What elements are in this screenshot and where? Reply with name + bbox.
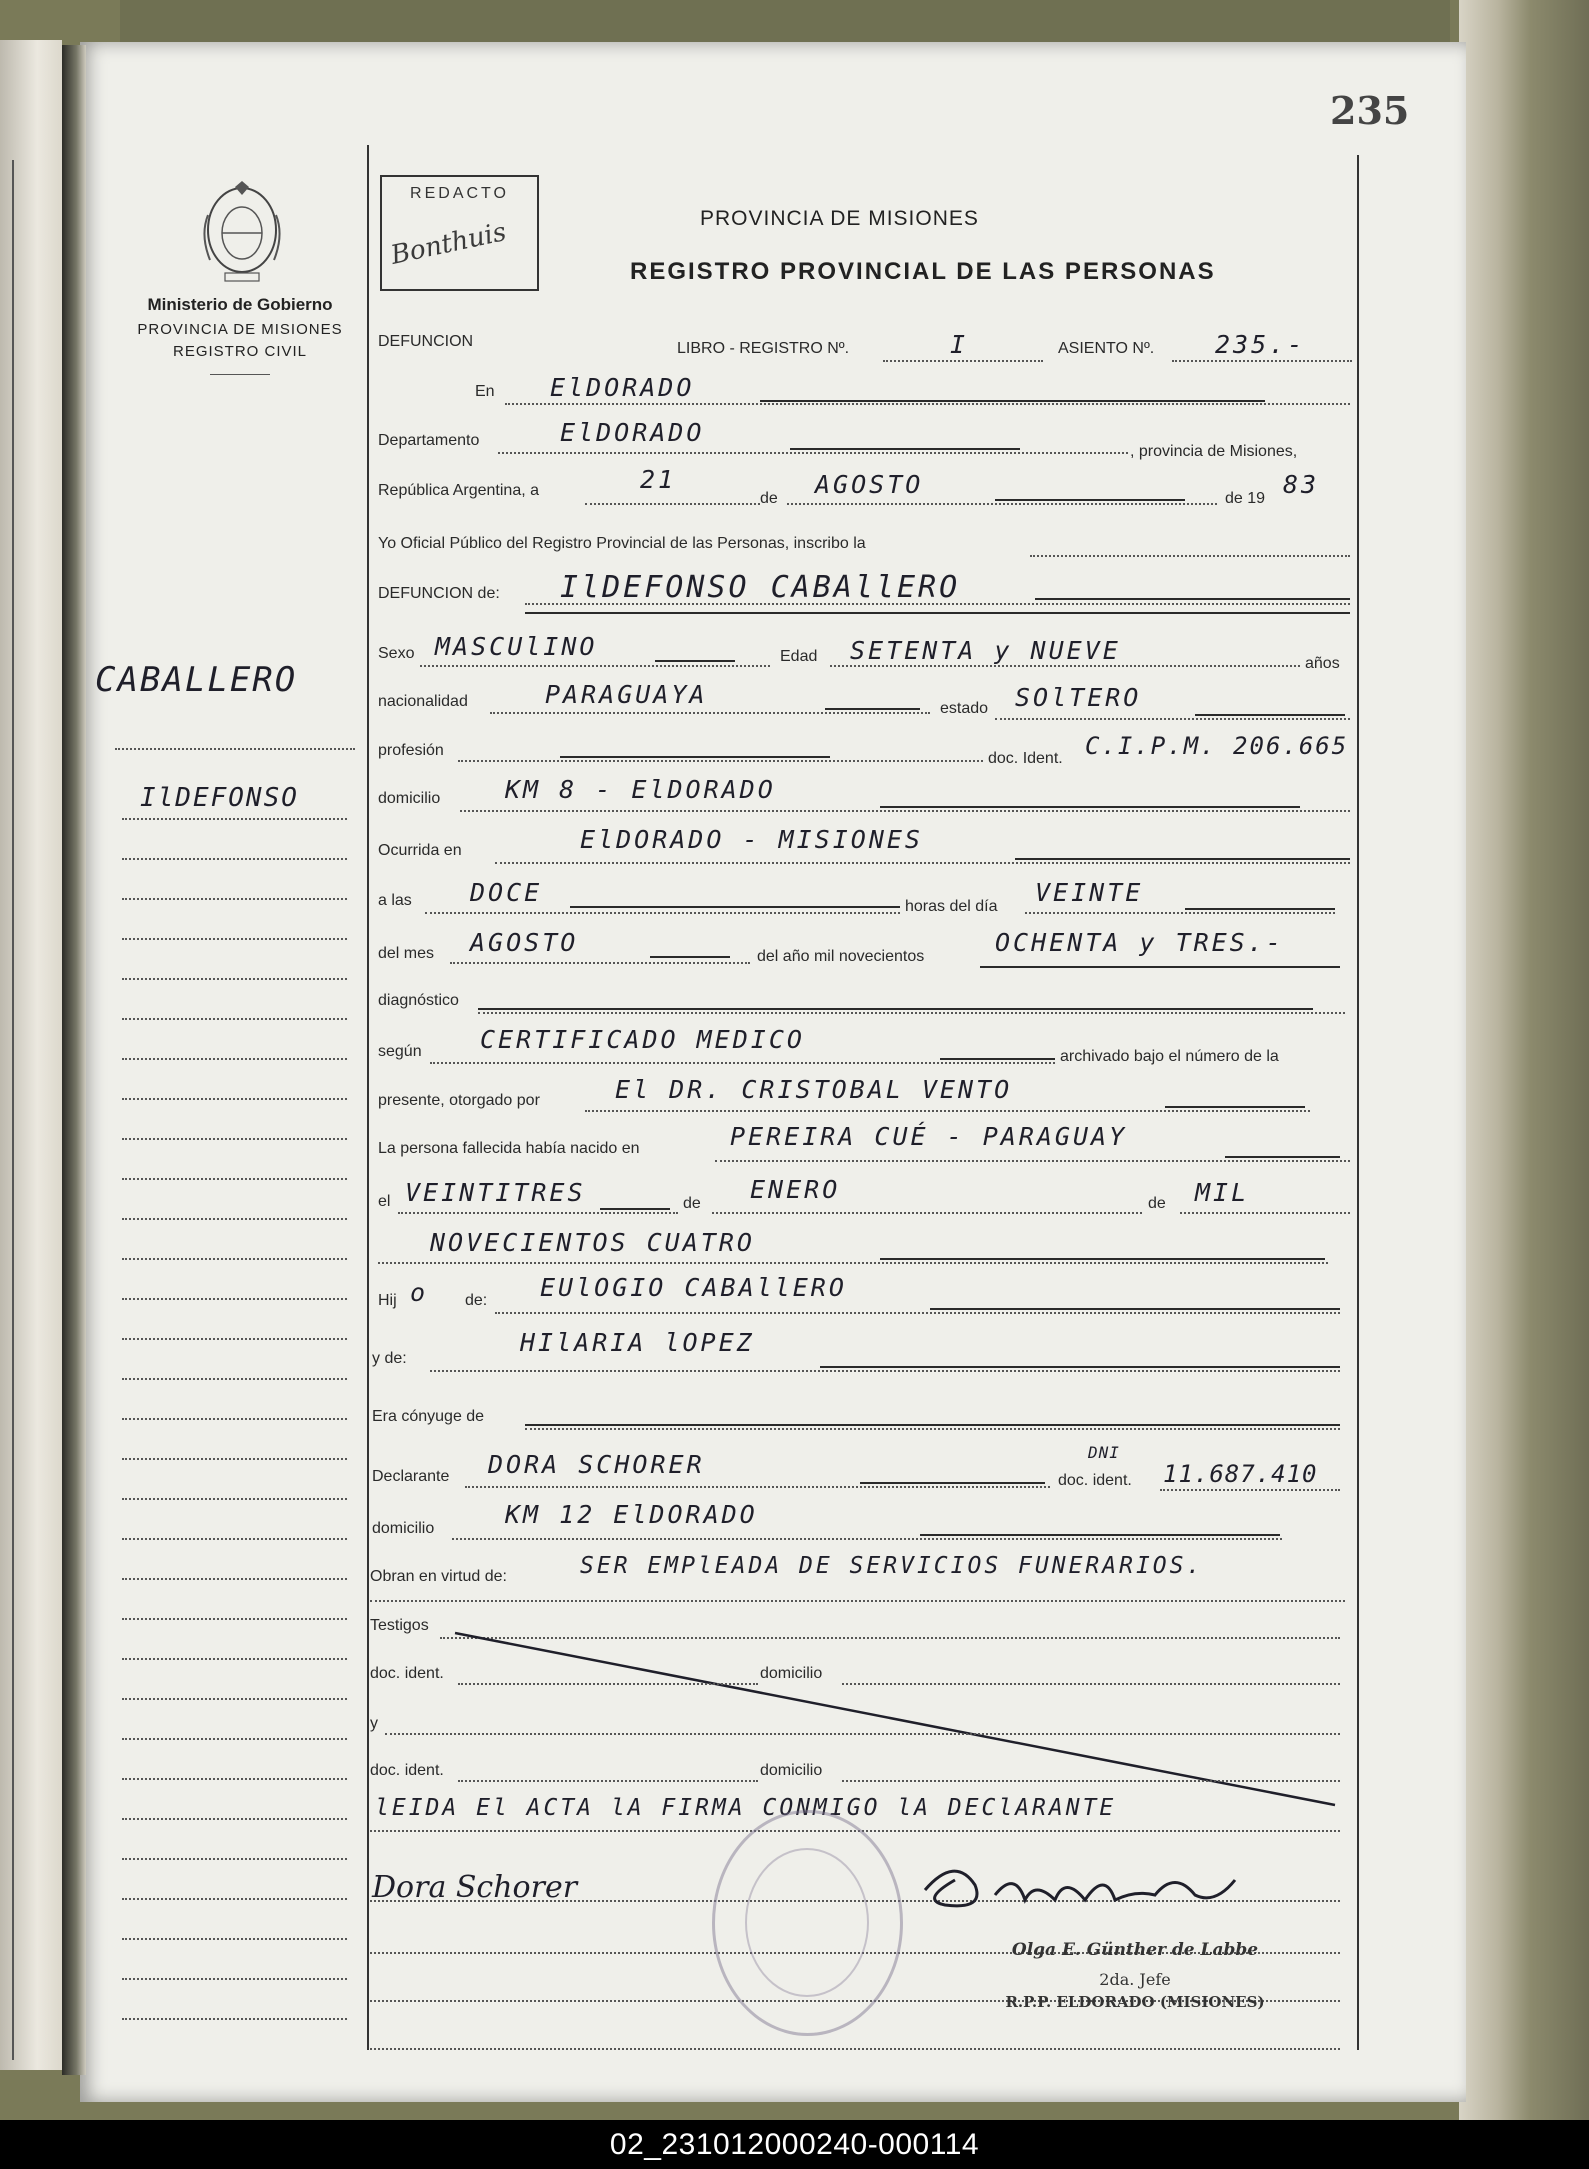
nacionalidad-value: PARAGUAYA <box>545 680 708 709</box>
margin-index-line <box>122 1538 347 1540</box>
y-de-label: y de: <box>372 1350 407 1367</box>
margin-index-line <box>122 1738 347 1740</box>
redacto-box <box>380 175 539 291</box>
el-label: el <box>378 1193 391 1210</box>
lugar-nac-value: PEREIRA CUÉ - PARAGUAY <box>730 1122 1128 1151</box>
doc-decl-value: 11.687.410 <box>1163 1460 1318 1488</box>
left-page <box>0 40 62 2070</box>
ocurrida-value: ElDORADO - MISIONES <box>580 825 923 854</box>
left-column-line <box>367 145 369 2050</box>
doc-ident-label-2: doc. ident. <box>1058 1472 1132 1489</box>
ocurrida-label: Ocurrida en <box>378 842 462 859</box>
domicilio-label-3: domicilio <box>760 1665 823 1682</box>
margin-index-line <box>122 818 347 820</box>
provincia-label: , provincia de Misiones, <box>1130 443 1298 460</box>
diagnostico-label: diagnóstico <box>378 992 459 1009</box>
defuncion-type-label: DEFUNCION <box>378 333 474 350</box>
anos-label: años <box>1305 655 1340 672</box>
domicilio-decl-value: KM 12 ElDORADO <box>505 1500 758 1529</box>
sexo-value: MASCUlINO <box>435 632 598 661</box>
ano-texto-value: OCHENTA y TRES.- <box>995 928 1284 957</box>
margin-index-line <box>122 1218 347 1220</box>
domicilio-label: domicilio <box>378 790 441 807</box>
margin-index-line <box>122 1938 347 1940</box>
right-frame-line <box>1357 155 1359 2050</box>
margin-index-line <box>122 1058 347 1060</box>
de19-label: de 19 <box>1225 490 1266 507</box>
estado-value: SOlTERO <box>1015 683 1142 712</box>
margin-index-line <box>122 1298 347 1300</box>
hora-value: DOCE <box>470 878 543 907</box>
departamento-label: Departamento <box>378 432 480 449</box>
domicilio-label-4: domicilio <box>760 1762 823 1779</box>
margin-index-line <box>122 1978 347 1980</box>
ministry-office: REGISTRO CIVIL <box>172 343 308 360</box>
redacto-label: REDACTO <box>410 185 509 202</box>
padre-value: EUlOGIO CABAllERO <box>540 1273 847 1302</box>
dia-value: 21 <box>640 465 677 494</box>
en-value: ElDORADO <box>550 373 695 402</box>
official-stamp <box>712 1810 903 2036</box>
obran-value: SER EMPlEADA DE SERVICIOS FUNERARIOS. <box>580 1553 1204 1579</box>
declarante-signature: Dora Schorer <box>372 1870 578 1905</box>
obran-label: Obran en virtud de: <box>370 1568 507 1585</box>
book-cover-top <box>120 0 1450 45</box>
declarante-label: Declarante <box>372 1468 450 1485</box>
ano-value: 83 <box>1283 470 1320 499</box>
y-label: y <box>370 1715 378 1732</box>
margin-index-line <box>122 1378 347 1380</box>
sexo-label: Sexo <box>378 645 415 662</box>
dia-texto-value: VEINTE <box>1035 878 1144 907</box>
margin-index-line <box>122 1338 347 1340</box>
nacionalidad-label: nacionalidad <box>378 693 468 710</box>
header-province: PROVINCIA DE MISIONES <box>700 207 979 230</box>
asiento-label: ASIENTO Nº. <box>1058 340 1155 357</box>
hij-label: Hij <box>378 1292 397 1309</box>
asiento-value: 235.- <box>1215 330 1306 359</box>
de-label-3: de <box>1148 1195 1166 1212</box>
segun-value: CERTIFICADO MEDICO <box>480 1025 805 1054</box>
margin-index-line <box>122 1458 347 1460</box>
margin-index-line <box>122 978 347 980</box>
testigos-strike-line <box>440 1625 1340 1810</box>
mes-value: AGOSTO <box>815 470 924 499</box>
margin-index-line <box>122 1858 347 1860</box>
presente-label: presente, otorgado por <box>378 1092 540 1109</box>
hij-de-label: de: <box>465 1292 488 1309</box>
margin-index-line <box>122 1898 347 1900</box>
ano-nac-value: NOVECIENTOS CUATRO <box>430 1228 755 1257</box>
margin-index-line <box>122 1698 347 1700</box>
official-name: Olga E. Günther de Labbe <box>1011 1940 1259 1960</box>
doc-ident-label-4: doc. ident. <box>370 1762 444 1779</box>
margin-index-line <box>122 1018 347 1020</box>
doc-decl-prefix: DNI <box>1088 1443 1120 1462</box>
margin-surname: CABALLERO <box>95 660 298 700</box>
margin-index-line <box>122 1778 347 1780</box>
en-label: En <box>475 383 495 400</box>
ministry-province: PROVINCIA DE MISIONES <box>137 321 343 338</box>
image-caption: 02_231012000240-000114 <box>0 2120 1589 2169</box>
margin-index-line <box>122 1618 347 1620</box>
argentina-seal-icon <box>195 175 290 285</box>
margin-index-line <box>122 1258 347 1260</box>
conyuge-label: Era cónyuge de <box>372 1408 485 1425</box>
margin-index-line <box>122 1098 347 1100</box>
official-signature-block <box>985 1940 1285 2011</box>
de-label-1: de <box>760 490 778 507</box>
margin-index-line <box>122 1578 347 1580</box>
margin-index-line <box>122 1818 347 1820</box>
book-spine <box>62 45 86 2075</box>
margin-index-line <box>122 1138 347 1140</box>
edad-label: Edad <box>780 648 818 665</box>
margin-index-line <box>122 1658 347 1660</box>
persona-label: La persona fallecida había nacido en <box>378 1140 640 1157</box>
madre-value: HIlARIA lOPEZ <box>520 1328 755 1357</box>
oficial-statement: Yo Oficial Público del Registro Provincial de las Personas, inscribo la <box>378 535 866 552</box>
archivado-label: archivado bajo el número de la <box>1060 1048 1279 1065</box>
mil-value: MIL <box>1195 1178 1250 1207</box>
page-number: 235 <box>1330 88 1410 133</box>
margin-index-line <box>122 1418 347 1420</box>
profesion-label: profesión <box>378 742 444 759</box>
official-office: R.P.P. ELDORADO (MISIONES) <box>1005 1993 1265 2011</box>
redacto-signature: Bonthuis <box>388 217 509 271</box>
hijo-value: o <box>410 1278 429 1307</box>
mes2-value: AGOSTO <box>470 928 579 957</box>
testigos-label: Testigos <box>370 1617 429 1634</box>
libro-label: LIBRO - REGISTRO Nº. <box>677 340 850 357</box>
margin-given-name: IlDEFONSO <box>140 783 299 813</box>
ministry-name: Ministerio de Gobierno <box>147 295 333 314</box>
cierre-value: lEIDA El ACTA lA FIRMA CONMIGO lA DEClARANTE <box>375 1795 1117 1821</box>
libro-value: I <box>950 330 969 359</box>
domicilio-value: KM 8 - ElDORADO <box>505 775 776 804</box>
margin-index-line <box>122 2018 347 2020</box>
page-stack-edge <box>1459 0 1589 2120</box>
declarante-value: DORA SCHORER <box>488 1450 705 1479</box>
official-signature-icon <box>915 1850 1255 1930</box>
doc-ident-label: doc. Ident. <box>988 750 1063 767</box>
del-ano-label: del año mil novecientos <box>757 948 925 965</box>
segun-label: según <box>378 1043 422 1060</box>
estado-label: estado <box>940 700 989 717</box>
doc-ident-label-3: doc. ident. <box>370 1665 444 1682</box>
margin-index-line <box>122 1178 347 1180</box>
defuncion-de-label: DEFUNCION de: <box>378 585 500 602</box>
margin-index-line <box>122 938 347 940</box>
official-title: 2da. Jefe <box>1099 1970 1171 1989</box>
margin-index-line <box>122 1498 347 1500</box>
margin-index-line <box>122 898 347 900</box>
domicilio-label-2: domicilio <box>372 1520 435 1537</box>
departamento-value: ElDORADO <box>560 418 705 447</box>
header-title: REGISTRO PROVINCIAL DE LAS PERSONAS <box>630 258 1216 285</box>
edad-value: SETENTA y NUEVE <box>850 636 1121 665</box>
nombre-value: IlDEFONSO CABAllERO <box>560 570 961 605</box>
republica-label: República Argentina, a <box>378 482 539 499</box>
mes-nac-value: ENERO <box>750 1175 841 1204</box>
doc-value: C.I.P.M. 206.665 <box>1085 732 1349 760</box>
a-las-label: a las <box>378 892 412 909</box>
margin-index-line <box>122 858 347 860</box>
dia-nac-value: VEINTITRES <box>405 1178 586 1207</box>
otorgado-value: El DR. CRISTOBAL VENTO <box>615 1075 1013 1104</box>
de-label-2: de <box>683 1195 701 1212</box>
horas-label: horas del día <box>905 898 998 915</box>
ministry-header <box>120 295 360 375</box>
del-mes-label: del mes <box>378 945 435 962</box>
